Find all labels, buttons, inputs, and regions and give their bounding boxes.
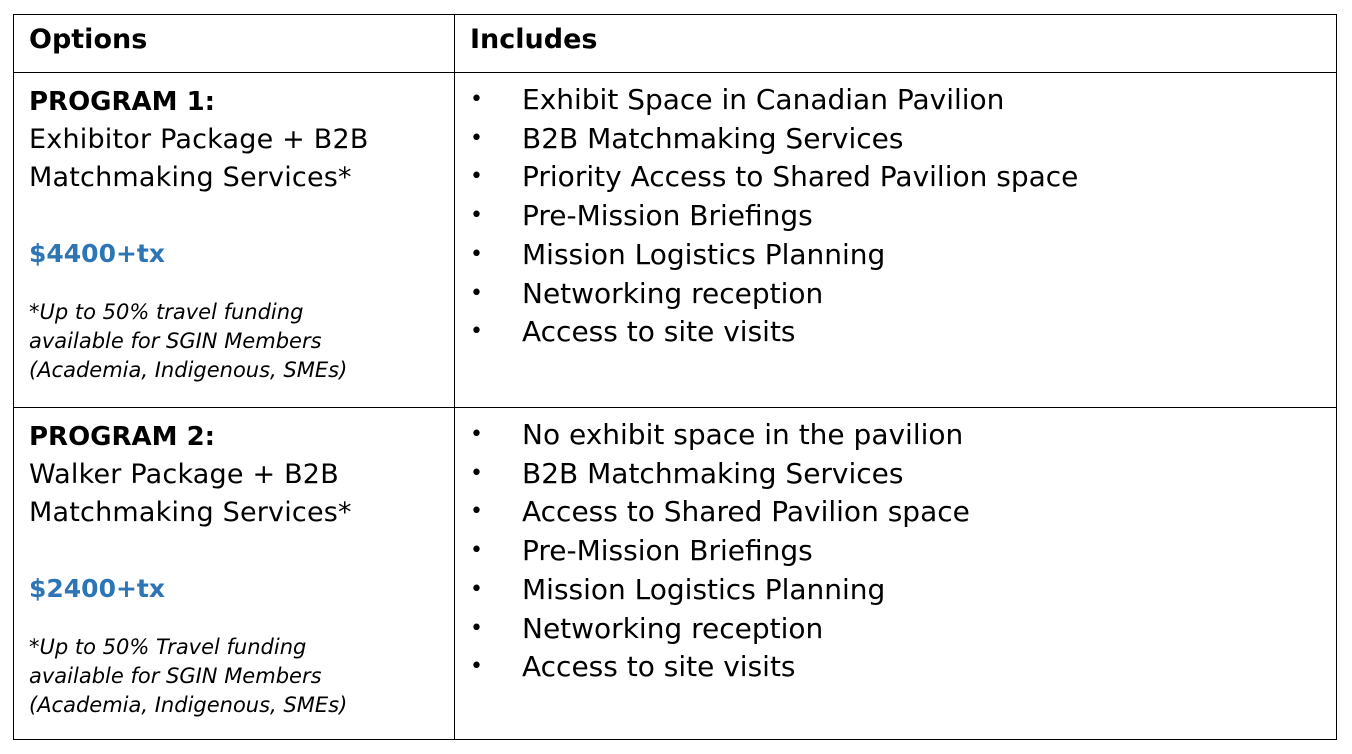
header-row-divider — [14, 72, 1336, 73]
program-2-note-line-3: (Academia, Indigenous, SMEs) — [29, 693, 348, 717]
options-column-header: Options — [29, 24, 148, 55]
program-2-package-line-1: Walker Package + B2B — [29, 459, 339, 490]
list-item: • Access to site visits — [470, 648, 1330, 687]
program-1-note-line-1: *Up to 50% travel funding — [29, 300, 304, 324]
list-item: • B2B Matchmaking Services — [470, 455, 1330, 494]
program-1-title: PROGRAM 1: — [29, 87, 216, 117]
program-2-title: PROGRAM 2: — [29, 422, 216, 452]
programs-table — [13, 14, 1337, 740]
bullet-icon: • — [470, 319, 483, 345]
bullet-icon: • — [470, 241, 483, 267]
program-1-note-line-3: (Academia, Indigenous, SMEs) — [29, 358, 348, 382]
bullet-icon: • — [470, 460, 483, 486]
bullet-icon: • — [470, 538, 483, 564]
list-item: • Mission Logistics Planning — [470, 571, 1330, 610]
program-2-includes-list — [470, 416, 1330, 687]
program-2-note-line-1: *Up to 50% Travel funding — [29, 635, 307, 659]
bullet-icon: • — [470, 164, 483, 190]
bullet-icon: • — [470, 654, 483, 680]
list-item: • Exhibit Space in Canadian Pavilion — [470, 81, 1330, 120]
program-1-note-line-2: available for SGIN Members — [29, 329, 322, 353]
list-item: • Networking reception — [470, 275, 1330, 314]
bullet-icon: • — [470, 280, 483, 306]
program-2-package-line-2: Matchmaking Services* — [29, 497, 352, 528]
program-2-price: $2400+tx — [29, 574, 165, 603]
row-divider — [14, 407, 1336, 408]
program-2-funding-note — [29, 633, 449, 720]
column-divider — [454, 15, 455, 739]
list-item: • No exhibit space in the pavilion — [470, 416, 1330, 455]
bullet-icon: • — [470, 615, 483, 641]
list-item: • Priority Access to Shared Pavilion space — [470, 158, 1330, 197]
list-item: • Mission Logistics Planning — [470, 236, 1330, 275]
program-1-includes-list — [470, 81, 1330, 352]
list-item: • Access to site visits — [470, 313, 1330, 352]
list-item: • Pre-Mission Briefings — [470, 532, 1330, 571]
program-1-options-cell — [29, 83, 449, 385]
program-1-package-line-2: Matchmaking Services* — [29, 162, 352, 193]
list-item: • Access to Shared Pavilion space — [470, 493, 1330, 532]
list-item: • Pre-Mission Briefings — [470, 197, 1330, 236]
bullet-icon: • — [470, 499, 483, 525]
bullet-icon: • — [470, 125, 483, 151]
program-1-funding-note — [29, 298, 449, 385]
program-1-package-line-1: Exhibitor Package + B2B — [29, 124, 369, 155]
list-item: • Networking reception — [470, 610, 1330, 649]
program-2-options-cell — [29, 418, 449, 720]
list-item: • B2B Matchmaking Services — [470, 120, 1330, 159]
bullet-icon: • — [470, 422, 483, 447]
bullet-icon: • — [470, 576, 483, 602]
includes-column-header: Includes — [470, 24, 598, 55]
program-1-price: $4400+tx — [29, 239, 165, 268]
bullet-icon: • — [470, 87, 483, 112]
bullet-icon: • — [470, 203, 483, 229]
program-2-note-line-2: available for SGIN Members — [29, 664, 322, 688]
